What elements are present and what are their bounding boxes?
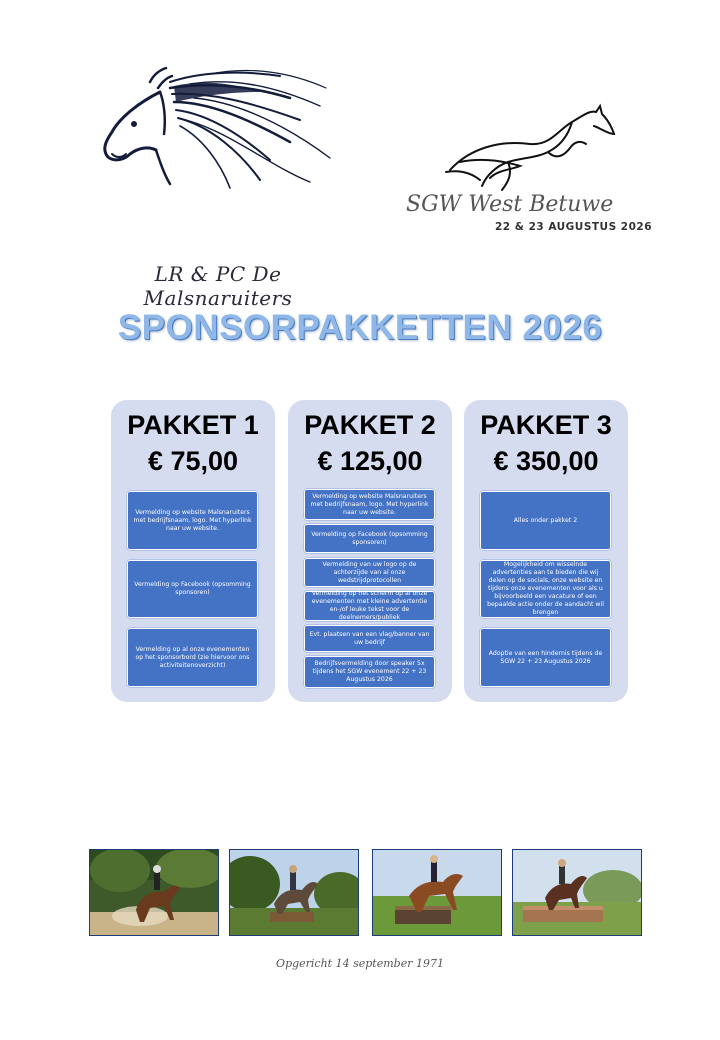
package-feature: Adoptie van een hindernis tijdens de SGW 22 + 23 Augustus 2026 <box>480 628 611 687</box>
package-card-1 <box>111 400 275 702</box>
package-name: PAKKET 3 <box>480 410 612 440</box>
package-feature: Vermelding op al onze evenementen op het sponsorbord (zie hiervoor ons activiteitenoverzicht) <box>127 628 258 687</box>
event-logo <box>400 100 653 240</box>
package-name: PAKKET 2 <box>304 410 436 440</box>
horse-photo <box>372 849 502 936</box>
package-feature: Vermelding op website Malsnaruiters met bedrijfsnaam, logo. Met hyperlink naar uw website. <box>304 489 435 520</box>
horse-head-icon <box>90 62 350 202</box>
package-card-3 <box>464 400 628 702</box>
club-name: LR & PC De Malsnaruiters <box>143 262 293 310</box>
package-price: € 125,00 <box>317 446 423 476</box>
package-feature: Vermelding op Facebook (opsomming sponsoren) <box>304 524 435 553</box>
package-feature: Evt. plaatsen van een vlag/banner van uw bedrijf <box>304 625 435 652</box>
horse-photo <box>229 849 359 936</box>
package-feature: Mogelijkheid om wisselnde advertenties aan te bieden die wij delen op de socials, onze website en tijdens onze evenementen voor als u bijvoorbeeld een vacature of een bepaalde actie onder de aandacht wil brengen <box>480 560 611 618</box>
package-feature: Alles onder pakket 2 <box>480 491 611 550</box>
horse-photo <box>512 849 642 936</box>
package-feature: Vermelding op website Malsnaruiters met bedrijfsnaam, logo. Met hyperlink naar uw website. <box>127 491 258 550</box>
page-title: SPONSORPAKKETTEN 2026 <box>117 308 603 347</box>
package-price: € 75,00 <box>147 446 239 476</box>
event-name: SGW West Betuwe <box>406 192 614 217</box>
club-logo <box>78 62 358 310</box>
package-price: € 350,00 <box>493 446 599 476</box>
event-date: 22 & 23 AUGUSTUS 2026 <box>495 221 653 233</box>
package-feature: Vermelding op het scherm op al onze evenementen met kleine advertentie en-/of leuke tekst voor de deelnemers/publiek <box>304 591 435 621</box>
package-feature: Bedrijfsvermelding door speaker 5x tijdens het SGW evenement 22 + 23 Augustus 2026 <box>304 656 435 688</box>
package-name: PAKKET 1 <box>127 410 259 440</box>
founded-note: Opgericht 14 september 1971 <box>276 957 444 970</box>
package-feature: Vermelding op Facebook (opsomming sponsoren) <box>127 560 258 618</box>
package-feature: Vermelding van uw logo op de achterzijde van al onze wedstrijdprotocollen <box>304 558 435 587</box>
jumping-horse-icon <box>440 100 620 200</box>
package-card-2 <box>288 400 452 702</box>
horse-photo <box>89 849 219 936</box>
